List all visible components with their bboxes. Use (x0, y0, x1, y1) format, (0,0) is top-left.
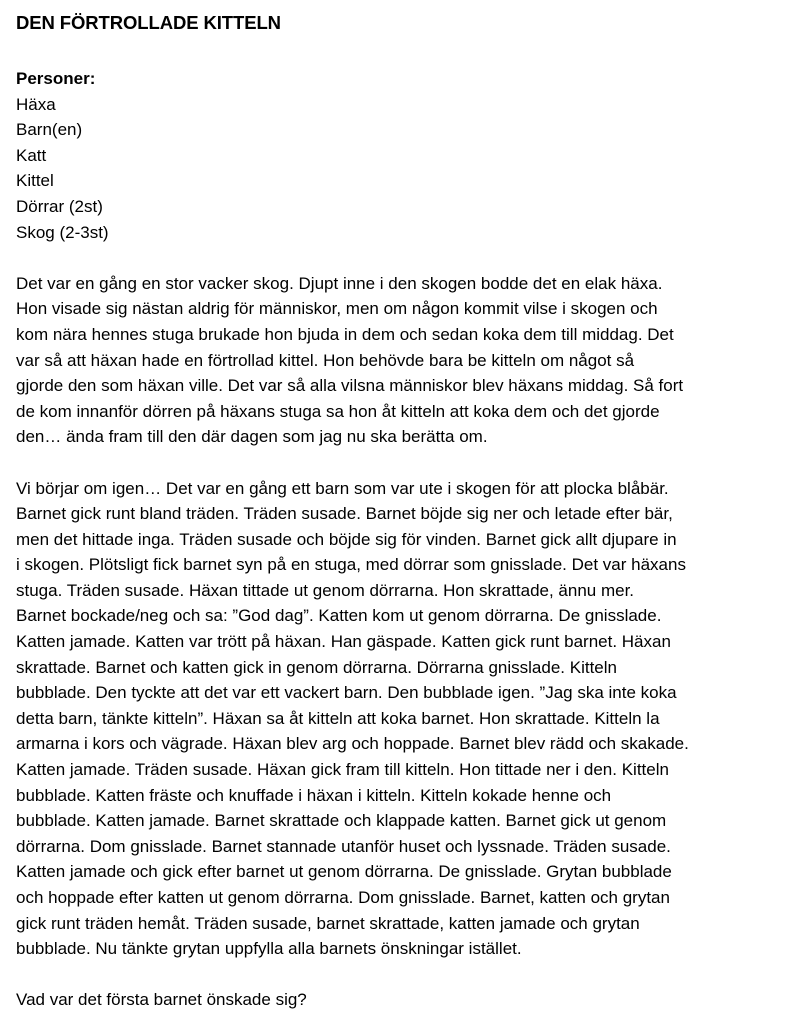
cast-item-skog: Skog (2-3st) (16, 222, 109, 242)
spacer (16, 36, 794, 66)
paragraph-line: och hoppade efter katten ut genom dörrarna. Dom gnisslade. Barnet, katten och grytan (16, 888, 670, 907)
spacer (16, 245, 794, 271)
paragraph-line: bubblade. Katten jamade. Barnet skrattade och klappade katten. Barnet gick ut genom (16, 811, 667, 831)
document-page (16, 10, 794, 1013)
paragraph-line: de kom innanför dörren på häxans stuga sa hon åt kitteln att koka dem och det gjorde (16, 401, 660, 421)
paragraph-line: dörrarna. Dom gnisslade. Barnet stannade utanför huset och lyssnade. Träden susade. (16, 836, 671, 856)
paragraph-line: Hon visade sig nästan aldrig för människor, men om någon kommit vilse i skogen och (16, 299, 658, 319)
cast-item-katt: Katt (16, 145, 47, 165)
paragraph-intro (16, 271, 794, 450)
paragraph-line: Barnet bockade/neg och sa: ”God dag”. Katten kom ut genom dörrarna. De gnisslade. (16, 606, 662, 626)
paragraph-line: Katten jamade och gick efter barnet ut genom dörrarna. De gnisslade. Grytan bubblade (16, 862, 672, 882)
paragraph-line: Det var en gång en stor vacker skog. Djupt inne i den skogen bodde det en elak häxa. (16, 273, 663, 293)
paragraph-line: skrattade. Barnet och katten gick in genom dörrarna. Dörrarna gnisslade. Kitteln (16, 657, 617, 677)
paragraph-line: bubblade. Katten fräste och knuffade i häxan i kitteln. Kitteln kokade henne och (16, 785, 612, 805)
cast-section (16, 66, 794, 245)
paragraph-line: Katten jamade. Katten var trött på häxan. Han gäspade. Katten gick runt barnet. Häxan (16, 632, 671, 652)
closing-question: Vad var det första barnet önskade sig? (16, 990, 307, 1010)
paragraph-line: gick runt träden hemåt. Träden susade, barnet skrattade, katten jamade och grytan (16, 913, 640, 933)
paragraph-line: armarna i kors och vägrade. Häxan blev arg och hoppade. Barnet blev rädd och skakade. (16, 734, 689, 754)
paragraph-line: Katten jamade. Träden susade. Häxan gick fram till kitteln. Hon tittade ner i den. Kitteln (16, 760, 669, 780)
paragraph-line: gjorde den som häxan ville. Det var så alla vilsna människor blev häxans middag. Så fort (16, 376, 684, 396)
paragraph-line: Barnet gick runt bland träden. Träden susade. Barnet böjde sig ner och letade efter bär, (16, 504, 673, 524)
paragraph-line: men det hittade inga. Träden susade och böjde sig för vinden. Barnet gick allt djupare in (16, 529, 677, 549)
paragraph-story (16, 476, 794, 962)
cast-item-haxa: Häxa (16, 94, 56, 114)
document-title: DEN FÖRTROLLADE KITTELN (16, 12, 281, 33)
cast-item-barn: Barn(en) (16, 120, 83, 140)
paragraph-line: bubblade. Nu tänkte grytan uppfylla alla barnets önskningar istället. (16, 939, 522, 959)
spacer (16, 962, 794, 988)
paragraph-line: detta barn, tänkte kitteln”. Häxan sa åt kitteln att koka barnet. Hon skrattade. Kitteln la (16, 708, 660, 728)
spacer (16, 450, 794, 476)
paragraph-line: bubblade. Den tyckte att det var ett vackert barn. Den bubblade igen. ”Jag ska inte koka (16, 683, 677, 703)
paragraph-line: Vi börjar om igen… Det var en gång ett barn som var ute i skogen för att plocka blåbär. (16, 478, 669, 498)
paragraph-line: kom nära hennes stuga brukade hon bjuda in dem och sedan koka dem till middag. Det (16, 324, 674, 344)
paragraph-line: den… ända fram till den där dagen som jag nu ska berätta om. (16, 427, 488, 447)
paragraph-line: i skogen. Plötsligt fick barnet syn på en stuga, med dörrar som gnisslade. Det var häxans (16, 555, 686, 575)
cast-item-kittel: Kittel (16, 171, 54, 191)
cast-item-dorrar: Dörrar (2st) (16, 196, 103, 216)
paragraph-line: var så att häxan hade en förtrollad kittel. Hon behövde bara be kitteln om något så (16, 350, 635, 370)
cast-heading: Personer: (16, 69, 96, 88)
paragraph-line: stuga. Träden susade. Häxan tittade ut genom dörrarna. Hon skrattade, ännu mer. (16, 580, 635, 600)
